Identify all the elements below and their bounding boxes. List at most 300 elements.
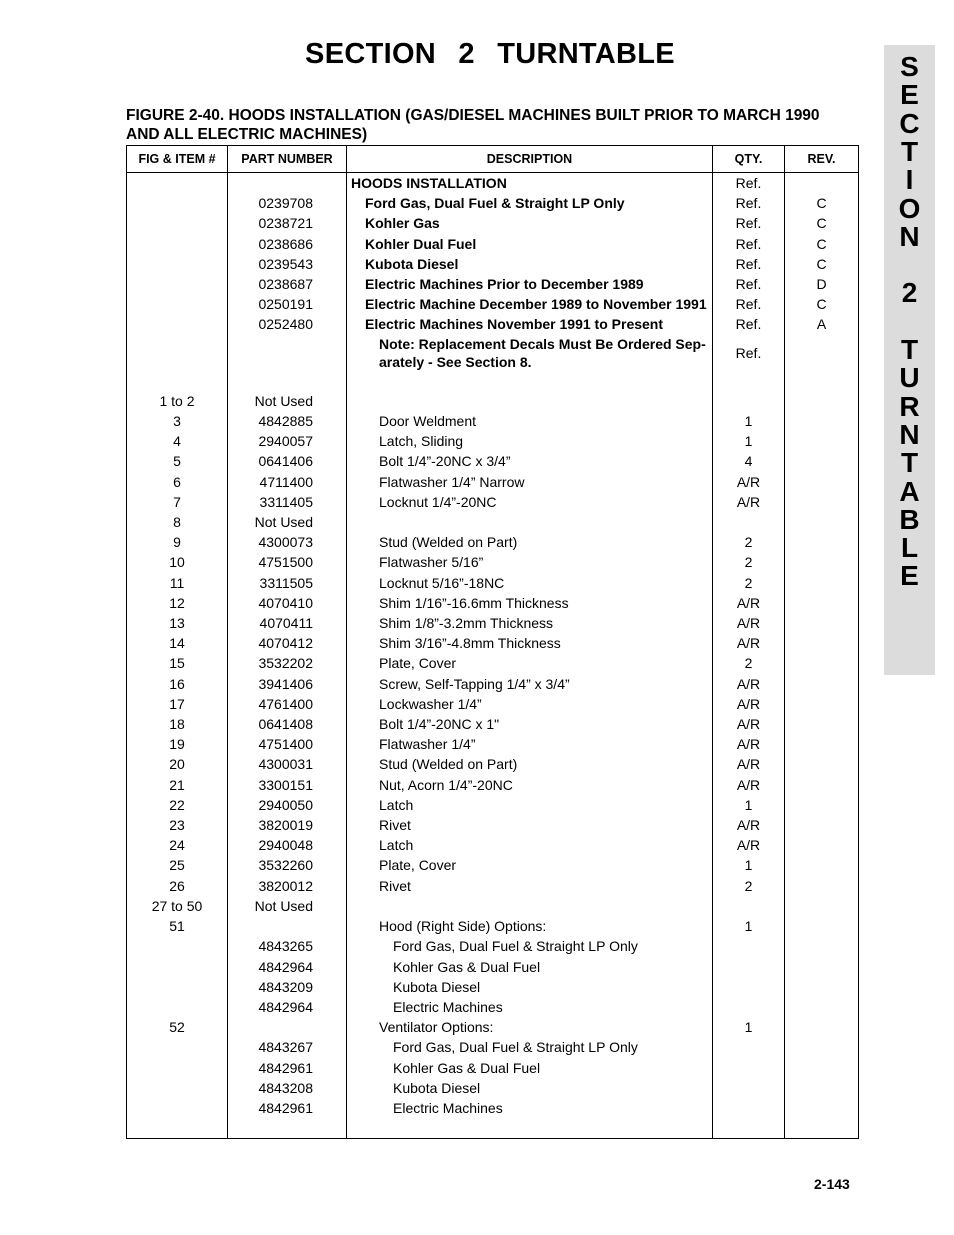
qty-cell [713,896,785,916]
rev-cell [785,1037,859,1057]
part-number-cell: 4843209 [228,977,347,997]
side-tab-letter: N [899,220,920,252]
part-number-cell: 4751500 [228,552,347,572]
description-text: Flatwasher 1/4” [379,736,476,753]
fig-item-cell: 25 [127,855,228,875]
table-row [127,977,859,997]
description-text: Electric Machines November 1991 to Present [365,316,664,333]
rev-cell [785,653,859,673]
description-cell [347,512,713,532]
qty-cell: A/R [713,835,785,855]
table-row [127,234,859,254]
description-text: Stud (Welded on Part) [379,756,518,773]
description-text: Flatwasher 1/4” Narrow [379,473,525,490]
table-row [127,532,859,552]
fig-item-cell [127,335,228,371]
description-text: Nut, Acorn 1/4”-20NC [379,776,513,793]
description-cell [347,492,713,512]
fig-item-cell: 14 [127,633,228,653]
part-number-cell: 0641408 [228,714,347,734]
rev-cell [785,896,859,916]
fig-item-cell: 12 [127,593,228,613]
qty-cell: Ref. [713,254,785,274]
description-cell [347,294,713,314]
table-row [127,451,859,471]
description-text: Rivet [379,877,411,894]
fig-item-cell: 1 to 2 [127,391,228,411]
side-tab-letter: E [900,560,919,592]
table-row [127,896,859,916]
table-row [127,492,859,512]
fig-item-cell [127,254,228,274]
fig-item-cell: 4 [127,431,228,451]
rev-cell [785,593,859,613]
description-cell [347,997,713,1017]
fig-item-cell: 19 [127,734,228,754]
part-number-cell: 4842885 [228,411,347,431]
rev-cell [785,795,859,815]
part-number-cell: 3311505 [228,573,347,593]
fig-item-cell [127,1098,228,1118]
side-tab-letter: B [899,503,920,535]
qty-cell: 2 [713,532,785,552]
rev-cell [785,916,859,936]
side-tab-letter: A [899,475,920,507]
description-text: Plate, Cover [379,655,457,672]
description-text: Flatwasher 5/16” [379,554,484,571]
part-number-cell: 4711400 [228,472,347,492]
rev-cell [785,492,859,512]
part-number-cell: 3941406 [228,674,347,694]
description-text: Hood (Right Side) Options: [379,918,547,935]
fig-item-cell [127,213,228,233]
part-number-cell: 4843265 [228,936,347,956]
rev-cell [785,335,859,371]
fig-item-cell [127,977,228,997]
part-number-cell: 4300031 [228,754,347,774]
description-cell [347,957,713,977]
table-row [127,1017,859,1037]
description-text: Rivet [379,817,411,834]
rev-cell [785,977,859,997]
fig-item-cell: 24 [127,835,228,855]
qty-cell [713,936,785,956]
part-number-cell: 4070411 [228,613,347,633]
bottom-cell [347,1118,713,1139]
side-tab-letter: T [900,334,919,365]
rev-cell [785,754,859,774]
rev-cell [785,552,859,572]
description-cell [347,173,713,194]
table-row [127,674,859,694]
table-row [127,411,859,431]
fig-item-cell [127,274,228,294]
description-text: Plate, Cover [379,857,457,874]
qty-cell: 1 [713,1017,785,1037]
qty-cell [713,997,785,1017]
description-text: Kubota Diesel [393,1079,481,1096]
part-number-cell [228,1017,347,1037]
side-tab-letter: 2 [901,277,918,309]
qty-cell [713,512,785,532]
fig-item-cell: 9 [127,532,228,552]
qty-cell: A/R [713,734,785,754]
description-text: Latch, Sliding [379,433,464,450]
description-cell [347,391,713,411]
rev-cell [785,876,859,896]
part-number-cell: 0238721 [228,213,347,233]
description-cell [347,234,713,254]
table-row [127,1058,859,1078]
spacer-cell [228,371,347,391]
part-number-cell: 0641406 [228,451,347,471]
qty-cell: Ref. [713,213,785,233]
qty-cell: A/R [713,492,785,512]
section-side-tab [884,45,935,675]
fig-item-cell [127,234,228,254]
part-number-cell: 3820012 [228,876,347,896]
qty-cell: 2 [713,653,785,673]
fig-item-cell [127,997,228,1017]
description-cell [347,633,713,653]
rev-cell [785,997,859,1017]
spacer-cell [785,371,859,391]
page-number: 2-143 [814,1176,850,1192]
table-row [127,835,859,855]
table-row [127,714,859,734]
fig-item-cell: 22 [127,795,228,815]
description-cell [347,916,713,936]
side-tab-letter: E [900,79,919,111]
table-row [127,795,859,815]
part-number-cell: 0239708 [228,193,347,213]
rev-cell [785,431,859,451]
fig-item-cell: 10 [127,552,228,572]
part-number-cell: 4842964 [228,997,347,1017]
table-header-row [127,146,859,173]
part-number-cell: 4842964 [228,957,347,977]
qty-cell: A/R [713,472,785,492]
description-cell [347,714,713,734]
description-text: Shim 1/16”-16.6mm Thickness [379,594,569,611]
table-bottom-row [127,1118,859,1139]
rev-cell [785,1058,859,1078]
part-number-cell: 2940057 [228,431,347,451]
side-tab-letter: S [900,51,919,82]
part-number-cell: 0238686 [228,234,347,254]
fig-item-cell [127,957,228,977]
parts-table-body [127,173,859,1139]
fig-item-cell: 52 [127,1017,228,1037]
description-text: Ford Gas, Dual Fuel & Straight LP Only [393,938,638,955]
description-text: Stud (Welded on Part) [379,534,518,551]
qty-cell: Ref. [713,335,785,371]
fig-item-cell: 17 [127,694,228,714]
part-number-cell: 2940050 [228,795,347,815]
bottom-cell [713,1118,785,1139]
table-row [127,1037,859,1057]
spacer-cell [347,371,713,391]
qty-cell: 4 [713,451,785,471]
description-cell [347,1037,713,1057]
table-row [127,294,859,314]
description-cell [347,1017,713,1037]
table-row [127,997,859,1017]
rev-cell: C [785,294,859,314]
spacer-cell [127,371,228,391]
description-text: Kubota Diesel [393,978,481,995]
side-tab-letter: L [900,532,919,564]
table-row [127,254,859,274]
table-row [127,1078,859,1098]
rev-cell [785,775,859,795]
description-cell [347,193,713,213]
rev-cell [785,451,859,471]
description-cell [347,815,713,835]
part-number-cell: 4070410 [228,593,347,613]
description-text: Lockwasher 1/4” [379,695,482,712]
table-row [127,876,859,896]
table-row [127,193,859,213]
qty-cell: A/R [713,815,785,835]
description-cell [347,775,713,795]
rev-cell [785,714,859,734]
table-row [127,573,859,593]
rev-cell [785,835,859,855]
table-row [127,173,859,194]
column-header-rev: REV. [785,146,859,173]
description-cell [347,1098,713,1118]
side-tab-letter: T [900,447,919,479]
side-tab-letter: N [899,418,920,450]
rev-cell [785,633,859,653]
description-cell [347,335,713,371]
qty-cell: 2 [713,876,785,896]
description-text: Kohler Gas & Dual Fuel [393,1059,541,1076]
rev-cell [785,815,859,835]
description-cell [347,795,713,815]
fig-item-cell [127,193,228,213]
qty-cell [713,1037,785,1057]
description-cell [347,674,713,694]
fig-item-cell: 13 [127,613,228,633]
side-tab-letter: I [905,164,914,196]
description-cell [347,977,713,997]
rev-cell [785,532,859,552]
description-text: Latch [379,796,414,813]
qty-cell: 1 [713,431,785,451]
part-number-cell: 3532260 [228,855,347,875]
fig-item-cell: 16 [127,674,228,694]
description-cell [347,855,713,875]
qty-cell: A/R [713,613,785,633]
part-number-cell: 3820019 [228,815,347,835]
part-number-cell: Not Used [228,512,347,532]
fig-item-cell [127,294,228,314]
description-text: Latch [379,837,414,854]
qty-cell: A/R [713,674,785,694]
rev-cell [785,391,859,411]
qty-cell: 2 [713,573,785,593]
side-tab-letter: O [898,192,921,224]
qty-cell [713,1078,785,1098]
rev-cell: A [785,314,859,334]
table-row [127,734,859,754]
qty-cell: Ref. [713,274,785,294]
fig-item-cell: 23 [127,815,228,835]
description-cell [347,552,713,572]
description-cell [347,213,713,233]
qty-cell: Ref. [713,193,785,213]
table-row [127,431,859,451]
part-number-cell: 4751400 [228,734,347,754]
description-cell [347,896,713,916]
qty-cell: A/R [713,593,785,613]
part-number-cell: 4843208 [228,1078,347,1098]
description-cell [347,532,713,552]
table-row [127,335,859,371]
part-number-cell: Not Used [228,896,347,916]
fig-item-cell [127,173,228,194]
part-number-cell: 4761400 [228,694,347,714]
table-row [127,653,859,673]
fig-item-cell: 3 [127,411,228,431]
description-text: Electric Machines Prior to December 1989 [365,276,644,293]
qty-cell: Ref. [713,234,785,254]
description-text: Kubota Diesel [365,255,459,272]
part-number-cell: Not Used [228,391,347,411]
side-tab-letter: T [900,135,919,167]
rev-cell: D [785,274,859,294]
table-row [127,314,859,334]
rev-cell [785,734,859,754]
part-number-cell: 0239543 [228,254,347,274]
fig-item-cell: 7 [127,492,228,512]
qty-cell [713,1058,785,1078]
qty-cell [713,957,785,977]
description-text: Shim 1/8”-3.2mm Thickness [379,615,554,632]
rev-cell [785,957,859,977]
rev-cell: C [785,213,859,233]
rev-cell: C [785,193,859,213]
qty-cell [713,1098,785,1118]
fig-item-cell: 15 [127,653,228,673]
part-number-cell: 0252480 [228,314,347,334]
description-cell [347,1058,713,1078]
description-text: Screw, Self-Tapping 1/4” x 3/4” [379,675,570,692]
rev-cell [785,855,859,875]
description-cell [347,653,713,673]
description-text: Kohler Gas [365,215,440,232]
description-text: Bolt 1/4”-20NC x 3/4” [379,453,511,470]
rev-cell [785,411,859,431]
side-tab-letter: C [899,107,920,139]
spacer-cell [713,371,785,391]
rev-cell [785,173,859,194]
description-text: Kohler Gas & Dual Fuel [393,958,541,975]
table-row [127,593,859,613]
bottom-cell [228,1118,347,1139]
fig-item-cell: 21 [127,775,228,795]
fig-item-cell: 18 [127,714,228,734]
part-number-cell: 0250191 [228,294,347,314]
fig-item-cell: 8 [127,512,228,532]
part-number-cell: 4842961 [228,1098,347,1118]
qty-cell: A/R [713,775,785,795]
part-number-cell: 3311405 [228,492,347,512]
bottom-cell [785,1118,859,1139]
rev-cell [785,674,859,694]
table-row [127,855,859,875]
section-title: SECTION 2 TURNTABLE [305,38,675,70]
qty-cell: Ref. [713,294,785,314]
description-cell [347,754,713,774]
fig-item-cell [127,1037,228,1057]
part-number-cell: 4843267 [228,1037,347,1057]
description-text: HOODS INSTALLATION [351,175,507,191]
description-text: Door Weldment [379,413,477,430]
description-text: Ford Gas, Dual Fuel & Straight LP Only [365,195,625,212]
column-header-fig-item: FIG & ITEM # [127,146,228,173]
rev-cell [785,512,859,532]
description-text: Electric Machine December 1989 to November 1991 [365,296,707,313]
table-row [127,1098,859,1118]
part-number-cell: 4842961 [228,1058,347,1078]
part-number-cell: 3300151 [228,775,347,795]
description-text: Ford Gas, Dual Fuel & Straight LP Only [393,1039,638,1056]
description-cell [347,734,713,754]
description-cell [347,411,713,431]
rev-cell [785,694,859,714]
table-row [127,213,859,233]
description-cell [347,254,713,274]
description-text: Shim 3/16”-4.8mm Thickness [379,635,561,652]
description-cell [347,274,713,294]
qty-cell: A/R [713,714,785,734]
qty-cell: 1 [713,411,785,431]
fig-item-cell [127,1078,228,1098]
table-row [127,613,859,633]
description-cell [347,472,713,492]
description-cell [347,573,713,593]
rev-cell [785,472,859,492]
description-cell [347,593,713,613]
part-number-cell: 2940048 [228,835,347,855]
qty-cell: A/R [713,694,785,714]
table-row [127,512,859,532]
side-tab-letter: R [899,390,920,422]
table-row [127,936,859,956]
qty-cell: 1 [713,795,785,815]
table-row [127,472,859,492]
fig-item-cell [127,314,228,334]
bottom-cell [127,1118,228,1139]
description-cell [347,936,713,956]
part-number-cell [228,335,347,371]
spacer-row [127,371,859,391]
description-text: Ventilator Options: [379,1019,494,1036]
fig-item-cell: 26 [127,876,228,896]
qty-cell: 2 [713,552,785,572]
table-row [127,815,859,835]
figure-title: FIGURE 2-40. HOODS INSTALLATION (GAS/DIESEL MACHINES BUILT PRIOR TO MARCH 1990 AND ALL ELECTRIC MACHINES) [126,107,820,143]
column-header-part-number: PART NUMBER [228,146,347,173]
table-row [127,694,859,714]
part-number-cell [228,916,347,936]
fig-item-cell [127,1058,228,1078]
table-row [127,775,859,795]
description-cell [347,1078,713,1098]
